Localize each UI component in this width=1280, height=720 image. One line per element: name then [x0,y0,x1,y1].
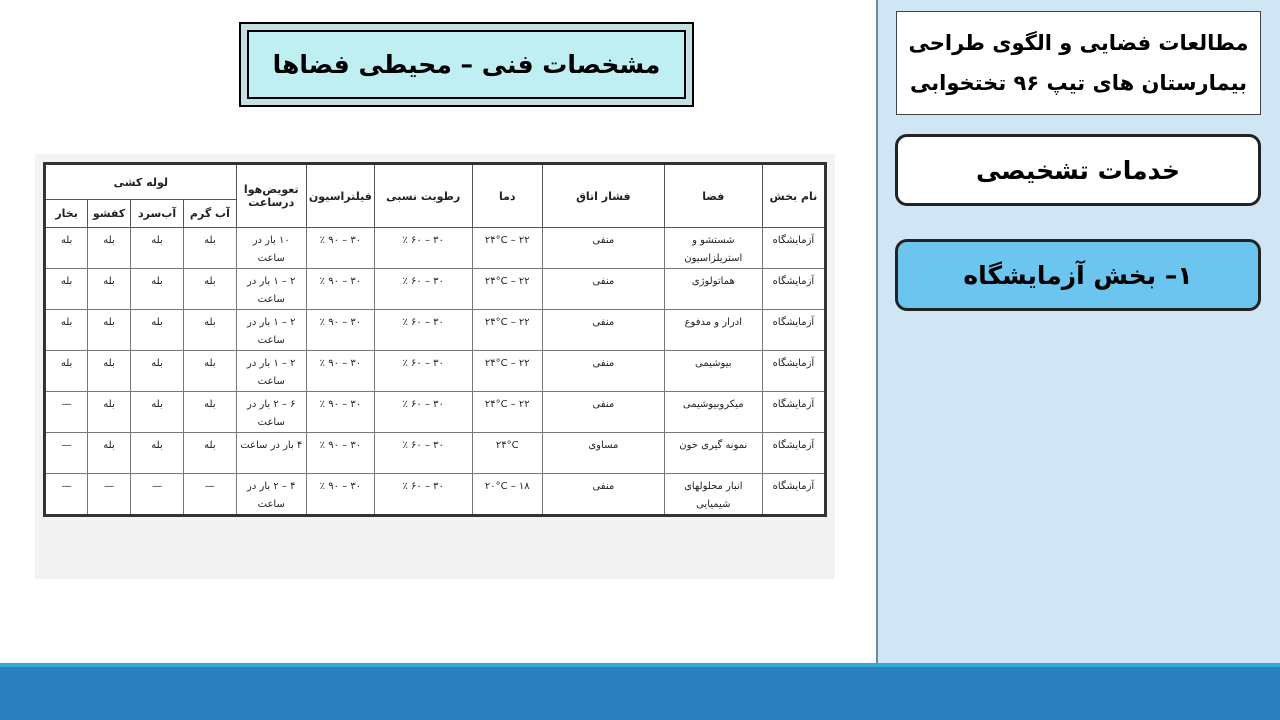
cell-department: آزمایشگاه [762,228,825,269]
cell-steam: — [45,392,88,433]
cell-air-change: ۴ بار در ساعت [236,433,306,474]
table-row [45,310,826,351]
cell-filtration: ۳۰ – ۹۰ ٪ [306,228,374,269]
cell-cold-water: — [130,474,183,516]
table-row [45,269,826,310]
cell-space: هماتولوژی [664,269,762,310]
study-title-box [896,11,1261,115]
cell-pressure: منفی [542,228,664,269]
table-row [45,392,826,433]
slide-title-frame [239,22,694,107]
cell-steam: بله [45,351,88,392]
cell-hot-water: — [184,474,236,516]
cell-humidity: ۳۰ – ۶۰ ٪ [374,351,472,392]
cell-humidity: ۳۰ – ۶۰ ٪ [374,392,472,433]
cell-floor-drain: بله [88,433,131,474]
cell-filtration: ۳۰ – ۹۰ ٪ [306,269,374,310]
cell-air-change: ۲ – ۱ بار در ساعت [236,351,306,392]
slide-title: مشخصات فنی – محیطی فضاها [247,30,686,99]
cell-department: آزمایشگاه [762,433,825,474]
cell-temperature: ۱۸ – ۲۰°C [472,474,542,516]
cell-space: میکروبیوشیمی [664,392,762,433]
cell-floor-drain: بله [88,351,131,392]
cell-humidity: ۳۰ – ۶۰ ٪ [374,474,472,516]
cell-hot-water: بله [184,392,236,433]
cell-cold-water: بله [130,433,183,474]
header-floor-drain: کفشو [88,200,131,228]
cell-filtration: ۳۰ – ۹۰ ٪ [306,310,374,351]
header-steam: بخار [45,200,88,228]
cell-air-change: ۶ – ۲ بار در ساعت [236,392,306,433]
header-filtration: فیلتراسیون [306,164,374,228]
cell-temperature: ۲۴°C [472,433,542,474]
cell-humidity: ۳۰ – ۶۰ ٪ [374,433,472,474]
cell-hot-water: بله [184,310,236,351]
table-row [45,228,826,269]
spec-table [43,162,827,517]
header-temperature: دما [472,164,542,228]
study-title-line2: بیمارستان های تیپ ۹۶ تختخوابی [909,71,1248,95]
cell-pressure: منفی [542,474,664,516]
right-info-panel [876,0,1280,665]
header-space: فضا [664,164,762,228]
cell-humidity: ۳۰ – ۶۰ ٪ [374,269,472,310]
header-department: نام بخش [762,164,825,228]
header-cold-water: آب‌سرد [130,200,183,228]
cell-filtration: ۳۰ – ۹۰ ٪ [306,433,374,474]
spec-table-image [35,154,835,579]
header-pressure: فشار اتاق [542,164,664,228]
cell-floor-drain: بله [88,269,131,310]
cell-air-change: ۱۰ بار در ساعت [236,228,306,269]
cell-temperature: ۲۲ – ۲۴°C [472,269,542,310]
header-air-change: تعویض‌هوا درساعت [236,164,306,228]
cell-air-change: ۲ – ۱ بار در ساعت [236,269,306,310]
cell-space: انبار محلولهای شیمیایی [664,474,762,516]
header-humidity: رطوبت نسبی [374,164,472,228]
cell-hot-water: بله [184,228,236,269]
cell-cold-water: بله [130,392,183,433]
header-plumbing: لوله کشی [45,164,237,200]
cell-filtration: ۳۰ – ۹۰ ٪ [306,474,374,516]
cell-department: آزمایشگاه [762,310,825,351]
cell-space: نمونه گیری خون [664,433,762,474]
cell-cold-water: بله [130,228,183,269]
cell-space: ادرار و مدفوع [664,310,762,351]
cell-floor-drain: بله [88,310,131,351]
cell-department: آزمایشگاه [762,269,825,310]
table-row [45,433,826,474]
section-label: ۱– بخش آزمایشگاه [895,239,1261,311]
cell-floor-drain: — [88,474,131,516]
cell-floor-drain: بله [88,228,131,269]
table-row [45,474,826,516]
cell-humidity: ۳۰ – ۶۰ ٪ [374,310,472,351]
cell-space: بیوشیمی [664,351,762,392]
cell-hot-water: بله [184,433,236,474]
cell-steam: — [45,433,88,474]
service-label: خدمات تشخیصی [895,134,1261,206]
cell-air-change: ۴ – ۲ بار در ساعت [236,474,306,516]
cell-steam: — [45,474,88,516]
cell-steam: بله [45,228,88,269]
cell-pressure: منفی [542,269,664,310]
cell-steam: بله [45,269,88,310]
cell-pressure: مساوی [542,433,664,474]
cell-air-change: ۲ – ۱ بار در ساعت [236,310,306,351]
cell-steam: بله [45,310,88,351]
cell-floor-drain: بله [88,392,131,433]
cell-department: آزمایشگاه [762,351,825,392]
cell-cold-water: بله [130,269,183,310]
cell-cold-water: بله [130,310,183,351]
cell-temperature: ۲۲ – ۲۴°C [472,310,542,351]
header-hot-water: آب گرم [184,200,236,228]
cell-temperature: ۲۲ – ۲۴°C [472,351,542,392]
cell-pressure: منفی [542,351,664,392]
cell-hot-water: بله [184,351,236,392]
cell-space: شستشو و استریلزاسیون [664,228,762,269]
table-row [45,351,826,392]
cell-cold-water: بله [130,351,183,392]
cell-hot-water: بله [184,269,236,310]
cell-department: آزمایشگاه [762,474,825,516]
cell-filtration: ۳۰ – ۹۰ ٪ [306,392,374,433]
cell-humidity: ۳۰ – ۶۰ ٪ [374,228,472,269]
cell-filtration: ۳۰ – ۹۰ ٪ [306,351,374,392]
cell-pressure: منفی [542,392,664,433]
footer-bar [0,663,1280,720]
cell-temperature: ۲۲ – ۲۴°C [472,392,542,433]
study-title-line1: مطالعات فضایی و الگوی طراحی [908,31,1249,55]
cell-pressure: منفی [542,310,664,351]
cell-temperature: ۲۲ – ۲۴°C [472,228,542,269]
cell-department: آزمایشگاه [762,392,825,433]
